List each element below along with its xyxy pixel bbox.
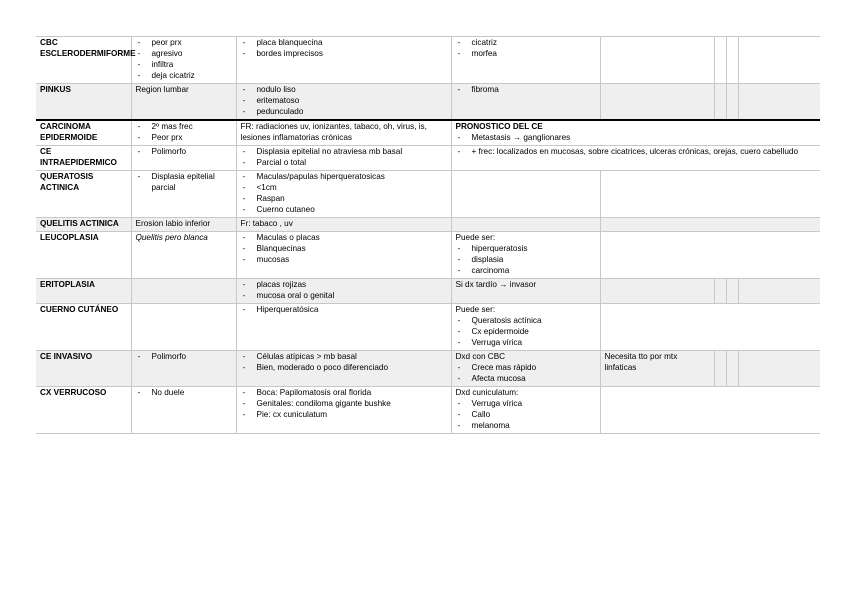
cell-dx: [451, 351, 600, 387]
cell-clinical: [236, 387, 451, 434]
list-item: - Genitales: condiloma gigante bushke: [241, 398, 448, 409]
list-item: - Polimorfo: [136, 146, 233, 157]
list-item: - + frec: localizados en mucosas, sobre cicatrices, ulceras crónicas, orejas, cuero cabelludo: [456, 146, 818, 157]
list-item: - Raspan: [241, 193, 448, 204]
list-item: - nodulo liso: [241, 84, 448, 95]
list-item: - Polimorfo: [136, 351, 233, 362]
cell-dx: [451, 37, 600, 84]
cell-prognosis: [451, 120, 820, 146]
cell-features: [131, 37, 236, 84]
list-item: - fibroma: [456, 84, 597, 95]
list-item: - Pie: cx cuniculatum: [241, 409, 448, 420]
list-item: - bordes imprecisos: [241, 48, 448, 59]
row-name: QUERATOSIS ACTINICA: [36, 171, 131, 218]
list-item: - Parcial o total: [241, 157, 448, 168]
cell-clinical: [236, 232, 451, 279]
list-item: - Hiperqueratósica: [241, 304, 448, 315]
list-item: - Verruga vírica: [456, 398, 597, 409]
table-row: [36, 232, 820, 279]
table-row: [36, 279, 820, 304]
cell-clinical: [236, 279, 451, 304]
row-name: CBC ESCLERODERMIFORME: [36, 37, 131, 84]
list-item: - Displasia epitelial no atraviesa mb basal: [241, 146, 448, 157]
list-item: - Cx epidermoide: [456, 326, 597, 337]
list-item: - pedunculado: [241, 106, 448, 117]
row-name: CE INTRAEPIDERMICO: [36, 146, 131, 171]
row-name: CE INVASIVO: [36, 351, 131, 387]
table-row: [36, 84, 820, 121]
list-item: - mucosas: [241, 254, 448, 265]
list-item: - <1cm: [241, 182, 448, 193]
row-name: PINKUS: [36, 84, 131, 121]
table-row: [36, 218, 820, 232]
dermatology-table: [36, 36, 820, 434]
cell-clinical: [236, 351, 451, 387]
list-item: - Verruga vírica: [456, 337, 597, 348]
list-item: - 2º mas frec: [136, 121, 233, 132]
dx-title: Puede ser:: [455, 305, 496, 314]
list-item: - placas rojizas: [241, 279, 448, 290]
cell-dx: Si dx tardío → invasor: [451, 279, 600, 304]
list-item: - Metastasis → ganglionares: [456, 132, 818, 143]
table-row: [36, 351, 820, 387]
cell-features: [131, 120, 236, 146]
cell-features: Erosion labio inferior: [131, 218, 236, 232]
list-item: - melanoma: [456, 420, 597, 431]
cell-dx: [451, 304, 600, 351]
list-item: - mucosa oral o genital: [241, 290, 448, 301]
list-item: - peor prx: [136, 37, 233, 48]
cell-clinical: [236, 146, 451, 171]
cell-risk-factors: FR: radiaciones uv, ionizantes, tabaco, oh, virus, is, lesiones inflamatorias crónicas: [236, 120, 451, 146]
row-name: CUERNO CUTÁNEO: [36, 304, 131, 351]
list-item: - Afecta mucosa: [456, 373, 597, 384]
document-page: [36, 36, 820, 434]
list-item: - Blanquecinas: [241, 243, 448, 254]
list-item: - Maculas o placas: [241, 232, 448, 243]
list-item: - No duele: [136, 387, 233, 398]
list-item: - Callo: [456, 409, 597, 420]
list-item: - Maculas/papulas hiperqueratosicas: [241, 171, 448, 182]
cell-clinical: [236, 37, 451, 84]
row-name: ERITOPLASIA: [36, 279, 131, 304]
cell-dx: [451, 84, 600, 121]
list-item: - displasia: [456, 254, 597, 265]
list-item: - Peor prx: [136, 132, 233, 143]
list-item: - infiltra: [136, 59, 233, 70]
dx-title: Dxd con CBC: [455, 352, 506, 361]
list-item: - Boca: Papilomatosis oral florida: [241, 387, 448, 398]
cell-features: Region lumbar: [131, 84, 236, 121]
list-item: - placa blanquecina: [241, 37, 448, 48]
row-name: LEUCOPLASIA: [36, 232, 131, 279]
cell-prognosis: [451, 146, 820, 171]
cell-clinical: [236, 304, 451, 351]
list-item: - Cuerno cutaneo: [241, 204, 448, 215]
row-name: CX VERRUCOSO: [36, 387, 131, 434]
table-row: [36, 304, 820, 351]
list-item: - Células atípicas > mb basal: [241, 351, 448, 362]
cell-features: [131, 171, 236, 218]
cell-features: [131, 351, 236, 387]
cell-features: [131, 146, 236, 171]
dx-title: Puede ser:: [455, 233, 496, 242]
list-item: - hiperqueratosis: [456, 243, 597, 254]
cell-features: [131, 387, 236, 434]
cell-dx: [451, 387, 600, 434]
row-name: QUELITIS ACTINICA: [36, 218, 131, 232]
list-item: - Displasia epitelial parcial: [136, 171, 233, 193]
row-name: CARCINOMA EPIDERMOIDE: [36, 120, 131, 146]
table-row: [36, 171, 820, 218]
list-item: - eritematoso: [241, 95, 448, 106]
table-row: [36, 120, 820, 146]
cell-treatment: Necesita tto por mtx linfaticas: [600, 351, 714, 387]
list-item: - Bien, moderado o poco diferenciado: [241, 362, 448, 373]
list-item: - Crece mas rápido: [456, 362, 597, 373]
list-item: - cicatriz: [456, 37, 597, 48]
cell-risk-factors: Fr: tabaco , uv: [236, 218, 451, 232]
table-row: [36, 146, 820, 171]
cell-clinical: [236, 171, 451, 218]
cell-dx: [451, 232, 600, 279]
cell-clinical: [236, 84, 451, 121]
list-item: - carcinoma: [456, 265, 597, 276]
table-row: [36, 387, 820, 434]
cell-features: Quelitis pero blanca: [131, 232, 236, 279]
list-item: - Queratosis actínica: [456, 315, 597, 326]
list-item: - agresivo: [136, 48, 233, 59]
dx-title: Dxd cuniculatum:: [455, 388, 519, 397]
list-item: - deja cicatriz: [136, 70, 233, 81]
table-row: [36, 37, 820, 84]
list-item: - morfea: [456, 48, 597, 59]
prognosis-title: PRONOSTICO DEL CE: [455, 122, 543, 131]
